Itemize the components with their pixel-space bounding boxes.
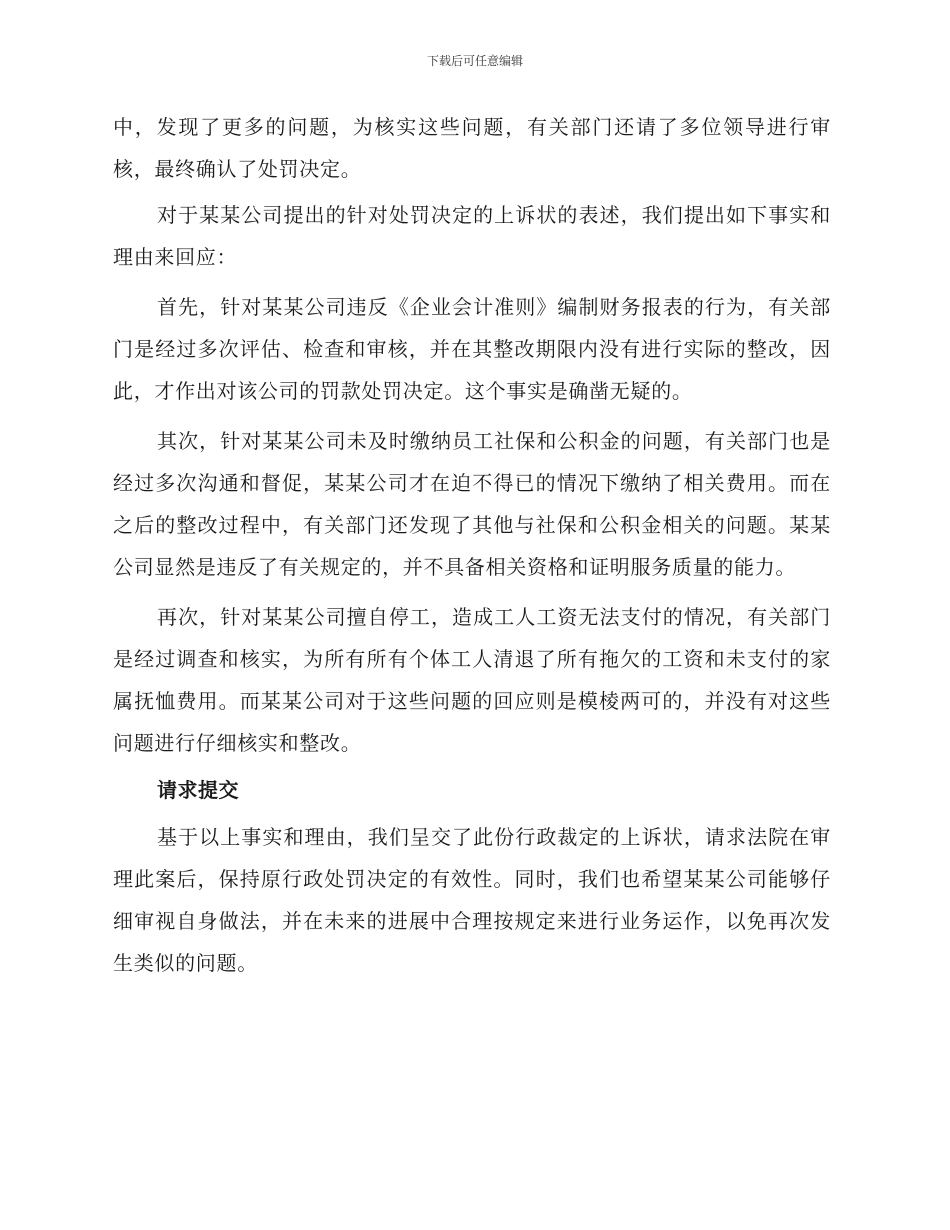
section-heading: 请求提交 (157, 778, 239, 802)
paragraph-continuation: 中，发现了更多的问题，为核实这些问题，有关部门还请了多位领导进行审核，最终确认了处罚决定。 (113, 115, 831, 181)
document-body (113, 106, 831, 984)
paragraph-third-point: 再次，针对某某公司擅自停工，造成工人工资无法支付的情况，有关部门是经过调查和核实，为所有所有个体工人清退了所有拖欠的工资和未支付的家属抚恤费用。而某某公司对于这些问题的回应则是模棱两可的，并没有对这些问题进行仔细核实和整改。 (113, 605, 831, 755)
paragraph-response-intro: 对于某某公司提出的针对处罚决定的上诉状的表述，我们提出如下事实和理由来回应： (113, 203, 831, 269)
paragraph-closing: 基于以上事实和理由，我们呈交了此份行政裁定的上诉状，请求法院在审理此案后，保持原行政处罚决定的有效性。同时，我们也希望某某公司能够仔细审视自身做法，并在未来的进展中合理按规定来进行业务运作，以免再次发生类似的问题。 (113, 825, 831, 975)
page-header: 下载后可任意编辑 (426, 54, 523, 68)
paragraph-first-point: 首先，针对某某公司违反《企业会计准则》编制财务报表的行为，有关部门是经过多次评估、检查和审核，并在其整改期限内没有进行实际的整改，因此，才作出对该公司的罚款处罚决定。这个事实是确凿无疑的。 (113, 295, 831, 403)
paragraph-second-point: 其次，针对某某公司未及时缴纳员工社保和公积金的问题，有关部门也是经过多次沟通和督促，某某公司才在迫不得已的情况下缴纳了相关费用。而在之后的整改过程中，有关部门还发现了其他与社保和公积金相关的问题。某某公司显然是违反了有关规定的，并不具备相关资格和证明服务质量的能力。 (113, 429, 831, 579)
